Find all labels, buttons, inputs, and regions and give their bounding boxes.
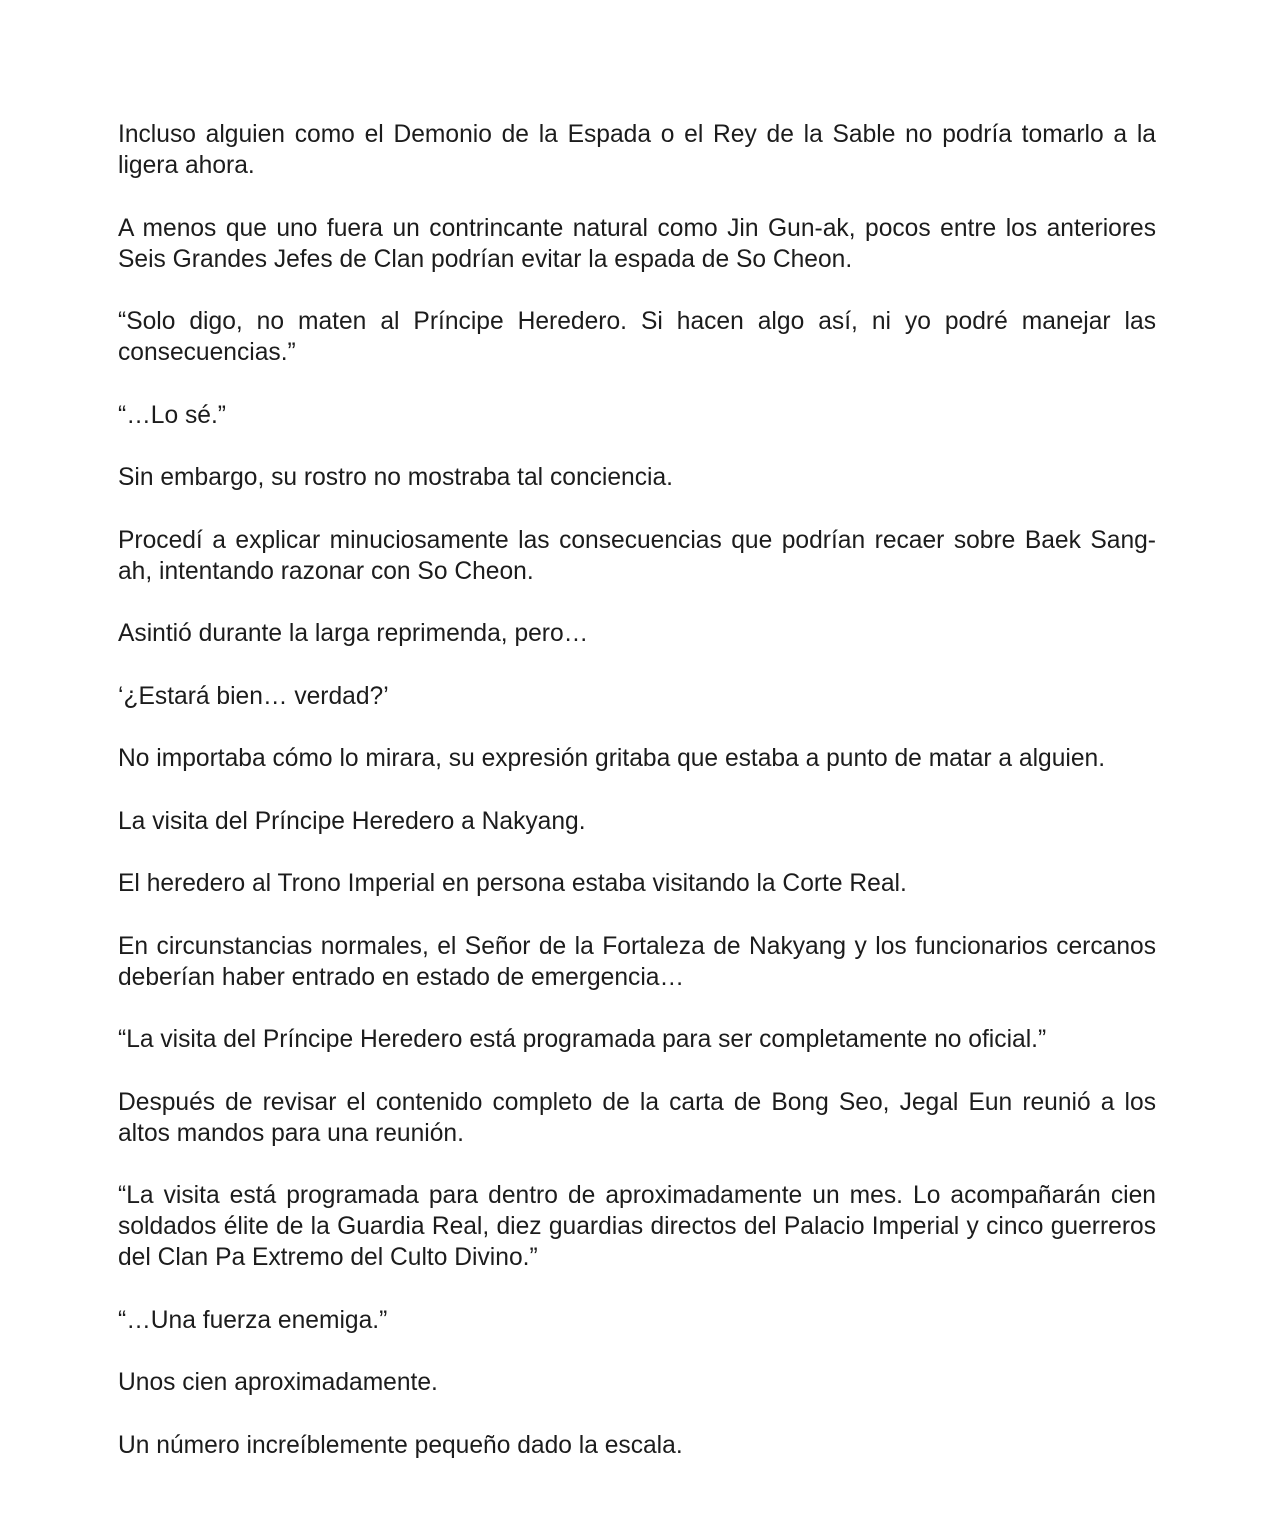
paragraph: “Solo digo, no maten al Príncipe Heredero. Si hacen algo así, ni yo podré manejar las consecuencias.” xyxy=(118,308,1156,366)
paragraph: Asintió durante la larga reprimenda, pero… xyxy=(118,620,589,647)
paragraph: “La visita del Príncipe Heredero está programada para ser completamente no oficial.” xyxy=(118,1026,1047,1053)
paragraph: El heredero al Trono Imperial en persona estaba visitando la Corte Real. xyxy=(118,870,907,897)
paragraph: ‘¿Estará bien… verdad?’ xyxy=(118,682,389,710)
paragraph: Incluso alguien como el Demonio de la Espada o el Rey de la Sable no podría tomarlo a la ligera ahora. xyxy=(118,121,1156,179)
paragraph: En circunstancias normales, el Señor de la Fortaleza de Nakyang y los funcionarios cercanos deberían haber entrado en estado de emergencia… xyxy=(118,932,1156,991)
document-body xyxy=(118,119,1156,1461)
paragraph: Sin embargo, su rostro no mostraba tal conciencia. xyxy=(118,464,674,491)
paragraph: Unos cien aproximadamente. xyxy=(118,1369,438,1396)
paragraph: Después de revisar el contenido completo de la carta de Bong Seo, Jegal Eun reunió a los altos mandos para una reunión. xyxy=(118,1088,1156,1147)
paragraph: “…Una fuerza enemiga.” xyxy=(118,1306,388,1334)
paragraph: Un número increíblemente pequeño dado la escala. xyxy=(118,1431,683,1459)
paragraph: “La visita está programada para dentro de aproximadamente un mes. Lo acompañarán cien soldados élite de la Guardia Real, diez guardias directos del Palacio Imperial y cinco guerreros del Clan Pa Extremo del Culto Divino.” xyxy=(118,1182,1156,1271)
paragraph: Procedí a explicar minuciosamente las consecuencias que podrían recaer sobre Baek Sang-ah, intentando razonar con So Cheon. xyxy=(118,526,1156,585)
paragraph: La visita del Príncipe Heredero a Nakyang. xyxy=(118,807,586,835)
paragraph: No importaba cómo lo mirara, su expresión gritaba que estaba a punto de matar a alguien. xyxy=(118,745,1106,772)
paragraph: A menos que uno fuera un contrincante natural como Jin Gun-ak, pocos entre los anteriores Seis Grandes Jefes de Clan podrían evitar la espada de So Cheon. xyxy=(118,214,1156,273)
paragraph: “…Lo sé.” xyxy=(118,401,226,429)
